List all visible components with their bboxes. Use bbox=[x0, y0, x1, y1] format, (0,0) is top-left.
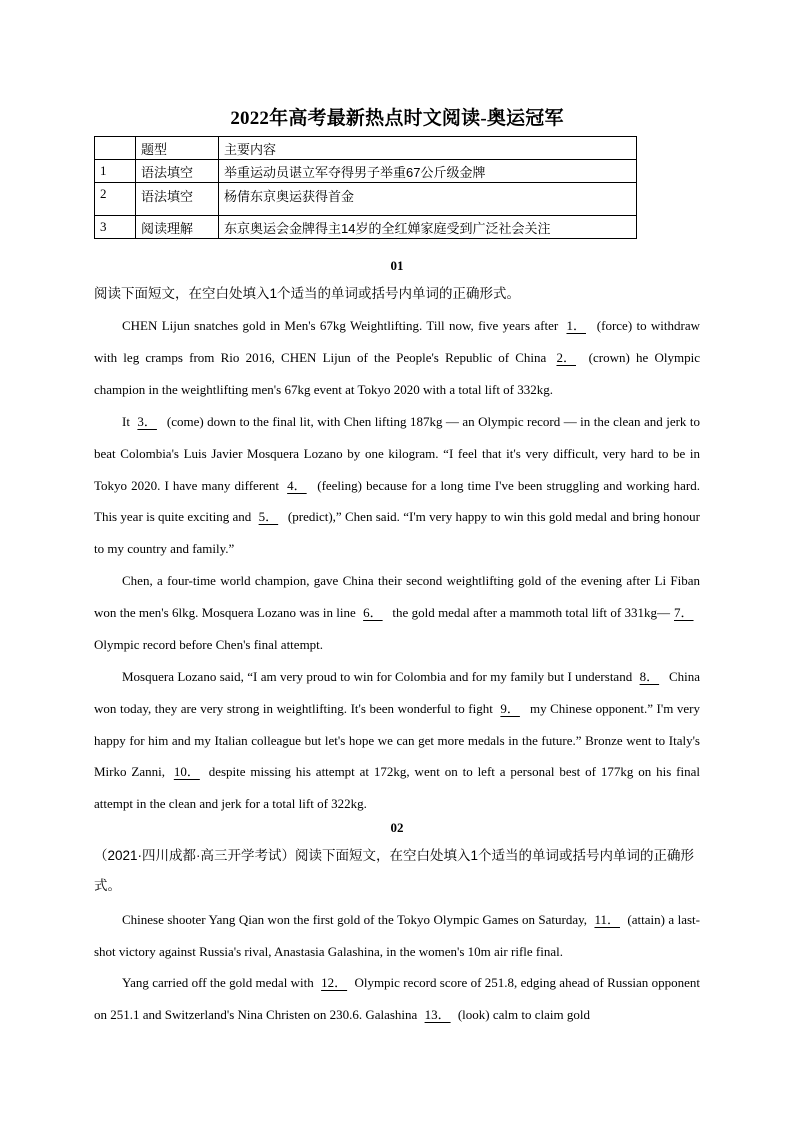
blank-7[interactable]: 7． bbox=[674, 604, 694, 620]
paragraph-text: my Chinese opponent.” I'm very happy for him and my Italian colleague but let's hope we can get more medals in the future.” Bronze went to Italy's Mirko Zanni, bbox=[94, 700, 700, 780]
blank-4[interactable]: 4． bbox=[287, 477, 307, 493]
section1-paragraph-3 bbox=[94, 565, 700, 660]
paragraph-text: (attain) a last-shot victory against Russia's rival, Anastasia Galashina, in the women's 10m air rifle final. bbox=[94, 912, 700, 959]
paragraph-text: It bbox=[122, 414, 134, 429]
paragraph-text: (look) calm to claim gold bbox=[454, 1006, 590, 1022]
paragraph-text: Chinese shooter Yang Qian won the first gold of the Tokyo Olympic Games on Saturday, bbox=[122, 912, 591, 927]
paragraph-text: CHEN Lijun snatches gold in Men's 67kg Weightlifting. Till now, five years after bbox=[122, 318, 563, 333]
paragraph-text: Chen, a four-time world champion, gave China their second weightlifting gold of the evening after Li Fiban won the men's 6lkg. Mosquera Lozano was in line bbox=[94, 573, 700, 620]
paragraph-text: Yang carried off the gold medal with bbox=[122, 975, 318, 990]
table-row bbox=[95, 183, 637, 216]
section2-paragraph-1 bbox=[94, 904, 700, 968]
table-cell-type: 语法填空 bbox=[136, 160, 219, 183]
paragraph-text: Olympic record score of 251.8, edging ahead of Russian opponent on 251.1 and Switzerland's Nina Christen on 230.6. Galashina bbox=[94, 975, 700, 1022]
section1-paragraph-1 bbox=[94, 310, 700, 405]
table-cell-num: 1 bbox=[95, 160, 136, 183]
paragraph-text: the gold medal after a mammoth total lift of 331kg— bbox=[389, 604, 670, 620]
table-header-row bbox=[95, 137, 637, 160]
document-title: 2022年高考最新热点时文阅读-奥运冠军 bbox=[230, 108, 564, 129]
table-cell-content: 举重运动员谌立军夺得男子举重67公斤级金牌 bbox=[219, 160, 637, 183]
section2-paragraph-2 bbox=[94, 967, 700, 1031]
paragraph-text: (feeling) because for a long time I've been struggling and working hard. This year is quite exciting and bbox=[94, 477, 700, 525]
table-row bbox=[95, 160, 637, 183]
table-cell-num: 2 bbox=[95, 183, 136, 216]
section-label-01: 01 bbox=[390, 258, 404, 273]
table-cell-type: 语法填空 bbox=[136, 183, 219, 216]
blank-2[interactable]: 2． bbox=[556, 349, 576, 365]
table-cell-content: 杨倩东京奥运获得首金 bbox=[219, 183, 637, 216]
paragraph-text: Olympic record before Chen's final attempt. bbox=[94, 636, 324, 652]
paragraph-text: despite missing his attempt at 172kg, went on to left a personal best of 177kg on his final attempt in the clean and jerk for a total lift of 322kg. bbox=[94, 764, 700, 812]
blank-3[interactable]: 3． bbox=[137, 414, 157, 429]
paragraph-text: (come) down to the final lit, with Chen lifting 187kg — an Olympic record — in the clean and jerk to beat Colombia's Luis Javier Mosquera Lozano by one kilogram. “I feel that it's very difficult, very hard to be in Tokyo 2020. I have many different bbox=[94, 414, 700, 493]
blank-13[interactable]: 13． bbox=[424, 1006, 451, 1022]
topics-table bbox=[94, 136, 637, 239]
table-cell-num: 3 bbox=[95, 216, 136, 239]
table-cell-content: 东京奥运会金牌得主14岁的全红婵家庭受到广泛社会关注 bbox=[219, 216, 637, 239]
section1-instruction: 阅读下面短文，在空白处填入1个适当的单词或括号内单词的正确形式。 bbox=[94, 286, 521, 301]
blank-1[interactable]: 1． bbox=[566, 318, 586, 333]
table-cell-type: 阅读理解 bbox=[136, 216, 219, 239]
section2-instruction: （2021·四川成都·高三开学考试）阅读下面短文，在空白处填入1个适当的单词或括号内单词的正确形式。 bbox=[94, 848, 695, 893]
paragraph-text: China won today, they are very strong in weightlifting. It's been wonderful to fight bbox=[94, 669, 700, 716]
blank-6[interactable]: 6． bbox=[363, 604, 383, 620]
paragraph-text: Mosquera Lozano said, “I am very proud to win for Colombia and for my family but I understand bbox=[122, 669, 636, 684]
blank-10[interactable]: 10． bbox=[173, 764, 200, 780]
section1-paragraph-2 bbox=[94, 406, 700, 565]
blank-5[interactable]: 5． bbox=[258, 509, 279, 525]
section-label-02: 02 bbox=[390, 820, 404, 835]
table-header-num bbox=[95, 137, 136, 160]
paragraph-text: (predict),” Chen said. “I'm very happy to win this gold medal and bring honour to my country and family.” bbox=[94, 509, 701, 557]
paragraph-text: (crown) he Olympic champion in the weightlifting men's 67kg event at Tokyo 2020 with a total lift of 332kg. bbox=[94, 349, 700, 397]
blank-11[interactable]: 11． bbox=[594, 912, 620, 927]
section1-paragraph-4 bbox=[94, 661, 700, 820]
blank-8[interactable]: 8． bbox=[639, 669, 660, 684]
table-row bbox=[95, 216, 637, 239]
paragraph-text: (force) to withdraw with leg cramps from Rio 2016, CHEN Lijun of the People's Republic of China bbox=[94, 318, 700, 365]
blank-12[interactable]: 12． bbox=[321, 975, 348, 990]
table-header-type: 题型 bbox=[136, 137, 219, 160]
table-header-content: 主要内容 bbox=[219, 137, 637, 160]
blank-9[interactable]: 9． bbox=[500, 700, 520, 716]
